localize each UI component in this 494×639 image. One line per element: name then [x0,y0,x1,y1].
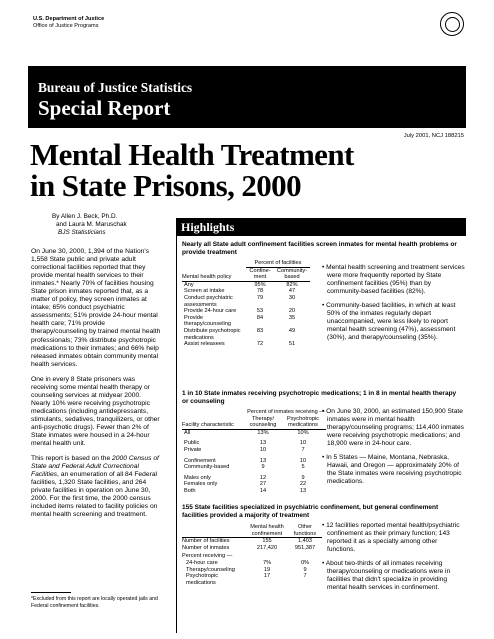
row-label: 24-hour care [186,559,218,566]
section-2-bullets [322,408,466,492]
row-label: Therapy/counseling [186,566,235,573]
cell-value: 95% [254,281,266,288]
row-label: Confinement [184,457,216,464]
report-banner [28,66,466,128]
table-row [182,447,326,454]
table-row [182,288,310,295]
cell-value: 13% [257,429,269,436]
row-label: Public [184,440,200,447]
cell-value: 19 [263,566,271,573]
cell-value: 155 [262,538,272,545]
cell-value: 7 [303,573,307,580]
bullet: • 12 facilities reported mental health/psychiatric confinement as their primary function; 143 reported it as a specialty among other functions. [322,522,460,553]
row-label: Assist releasees [184,341,225,348]
row-label: Distribute psychotropic medications [184,327,241,341]
table-row [182,282,310,289]
cell-value: 49 [288,327,296,334]
facility-policy-table: Percent of facilities Mental health policy Confine-ment Community-based Any 95% 82% Screen at intake 78 47 Conduct psychiatric assessments 79 30 Provide 24-hour care 53 20 Provide therapy/counseling 84 35 Distribute psychotropic medications 83 49 Assist releasees 72 51 [182,260,310,348]
cell-value: 10 [259,446,267,453]
cell-value: 10% [297,429,309,436]
row-label: All [184,429,191,436]
row-label: Provide 24-hour care [184,308,237,315]
cell-value: 13 [299,487,307,494]
cell-value: 82% [286,281,298,288]
report-type: Special Report [38,96,171,120]
cell-value: 9 [261,464,265,471]
cell-value: 9 [303,566,307,573]
bullet: • Mental health screening and treatment services were more frequently reported by State confinement facilities (95%) than by community-based facilities (82%). [322,264,465,295]
cell-value: 20 [288,308,296,315]
facility-function-table: Mental health confinement Other functions Number of facilities 155 1,403 Number of inmates 217,420 951,387 Percent receiving — 24-hour care 7% 0% Therapy/counseling 19 9 Psychotropic medications 17 7 [182,524,322,586]
doj-seal-icon [440,12,464,36]
cell-value: 47 [288,288,296,295]
cell-value: 951,387 [294,544,316,551]
row-label: Number of facilities [182,538,230,545]
office-name: Office of Justice Programs [33,23,99,29]
cell-value: 12 [259,474,267,481]
cell-value: 78 [256,288,264,295]
body-paragraph-3: This report is based on the 2000 Census of State and Federal Adult Correctional Facilities, an enumeration of all 84 Federal facilities, 1,320 State facilities, and 264 private facilities in operation on June 30, 2000. For the first time, the 2000 census included items related to facility policies on mental health screening and treatment. [31,455,159,519]
cell-value: 10 [299,440,307,447]
table-row [182,295,310,308]
cell-value: 22 [299,481,307,488]
section-3-heading: 155 State facilities specialized in psychiatric confinement, but general confinement facilities provided a majority of treatment [182,504,439,520]
footnote-rule [31,592,71,593]
row-label: Conduct psychiatric assessments [184,294,233,308]
table-row [182,308,310,315]
table-row [182,573,322,586]
table-row [182,341,310,348]
row-label: Any [184,281,194,288]
department-name: U.S. Department of Justice [33,16,105,22]
footnote: *Excluded from this report are locally operated jails and Federal confinement facilities. [31,596,158,609]
section-3-bullets [322,522,466,598]
byline [52,213,127,238]
cell-value: 79 [256,294,264,301]
body-paragraph-1: On June 30, 2000, 1,394 of the Nation's 1,558 State public and private adult correctional facilities reported that they provide mental health services to their inmates.* Nearly 70% of facilities housing State prison inmates reported that, as a matter of policy, they screen inmates at intake; 65% conduct psychiatric assessments; 51% provide 24-hour mental health care; 71% provide therapy/counseling by trained mental health professionals; 73% distribute psychotropic medications to their inmates; and 66% help released inmates obtain community mental health services. [31,248,161,368]
cell-value: 5 [301,464,305,471]
cell-value: 13 [259,457,267,464]
cell-value: 27 [259,481,267,488]
dateline: July 2001, NCJ 188215 [403,133,464,139]
row-label: Males only [184,474,211,481]
row-label: Community-based [184,464,230,471]
highlights-divider [176,236,177,633]
table-row [182,560,322,567]
cell-value: 9 [301,474,305,481]
table-row [182,488,326,495]
bureau-name: Bureau of Justice Statistics [38,80,193,95]
cell-value: 7 [301,446,305,453]
cell-value: 13 [259,440,267,447]
bullet: • On June 30, 2000, an estimated 150,900 State inmates were in mental health therapy/counseling programs; 114,400 inmates were receiving psychotropic medications; and 18,900 were in 24-hour care. [322,408,464,447]
cell-value: 30 [288,294,296,301]
cell-value: 51 [288,341,296,348]
highlights-heading: Highlights [176,218,466,236]
section-2-heading: 1 in 10 State inmates receiving psychotropic medications; 1 in 8 in mental health therapy or counseling [182,390,457,406]
table-row [182,328,310,341]
cell-value: 7% [262,559,272,566]
cell-value: 72 [256,341,264,348]
table-row [182,458,326,465]
title-line-2: in State Prisons, 2000 [30,168,301,203]
row-label: Psychotropic medications [186,573,219,586]
inmates-treatment-table: Percent of inmates receiving — Facility characteristic Therapy/ counseling Psychotropic medications All 13% 10% Public 13 10 Private 10 7 Confinement 13 10 Community-based 9 5 Males only 12 9 Females only 27 22 Both 14 13 [182,409,325,494]
body-text [31,248,161,527]
row-label: Both [184,487,196,494]
cell-value: 14 [259,487,267,494]
table-row [182,567,322,574]
table-row [182,430,326,437]
row-label: Provide therapy/counseling [184,314,231,328]
table-row [182,315,310,328]
cell-value: 35 [288,314,296,321]
table-row [182,481,326,488]
cell-value: 53 [256,308,264,315]
table-row [182,475,326,482]
table-row [182,440,326,447]
table-row [182,464,326,471]
table-row [182,545,322,552]
cell-value: 1,403 [298,538,312,545]
section-1-bullets [322,264,466,348]
bullet: • In 5 States — Maine, Montana, Nebraska, Hawaii, and Oregon — approximately 20% of the State inmates were receiving psychotropic medications. [322,453,462,485]
report-title [30,139,354,201]
row-label: Private [184,446,202,453]
cell-value: 17 [263,573,271,580]
row-label: Screen at intake [184,288,225,295]
cell-value: 83 [256,327,264,334]
author-role: BJS Statisticians [58,229,106,237]
section-1-heading: Nearly all State adult confinement facilities screen inmates for mental health problems or provide treatment [182,241,457,257]
bullet: • Community-based facilities, in which at least 50% of the inmates regularly depart unaccompanied, were less likely to report mental health screening (47%), assessment (30%), and therapy/counseling (35%). [322,301,456,341]
cell-value: 10 [299,457,307,464]
title-line-1: Mental Health Treatment [30,137,354,172]
bullet: • About two-thirds of all inmates receiving therapy/counseling or medications were in facilities that didn't specialize in providing mental health services in confinement. [322,559,451,591]
cell-value: 84 [256,314,264,321]
cell-value: 217,420 [256,544,278,551]
author-1: By Allen J. Beck, Ph.D. [52,213,118,220]
row-label: Females only [184,481,218,488]
row-label: Number of inmates [182,544,230,551]
author-2: and Laura M. Maruschak [56,221,127,229]
cell-value: 0% [300,559,310,566]
table-row [182,538,322,545]
body-paragraph-2: One in every 8 State prisoners was receiving some mental health therapy or counseling services at midyear 2000. Nearly 10% were receiving psychotropic medications (including antidepressants, stimulants, sedatives, tranquilizers, or other anti-psychotic drugs). Fewer than 2% of State inmates were housed in a 24-hour mental health unit. [31,375,160,448]
